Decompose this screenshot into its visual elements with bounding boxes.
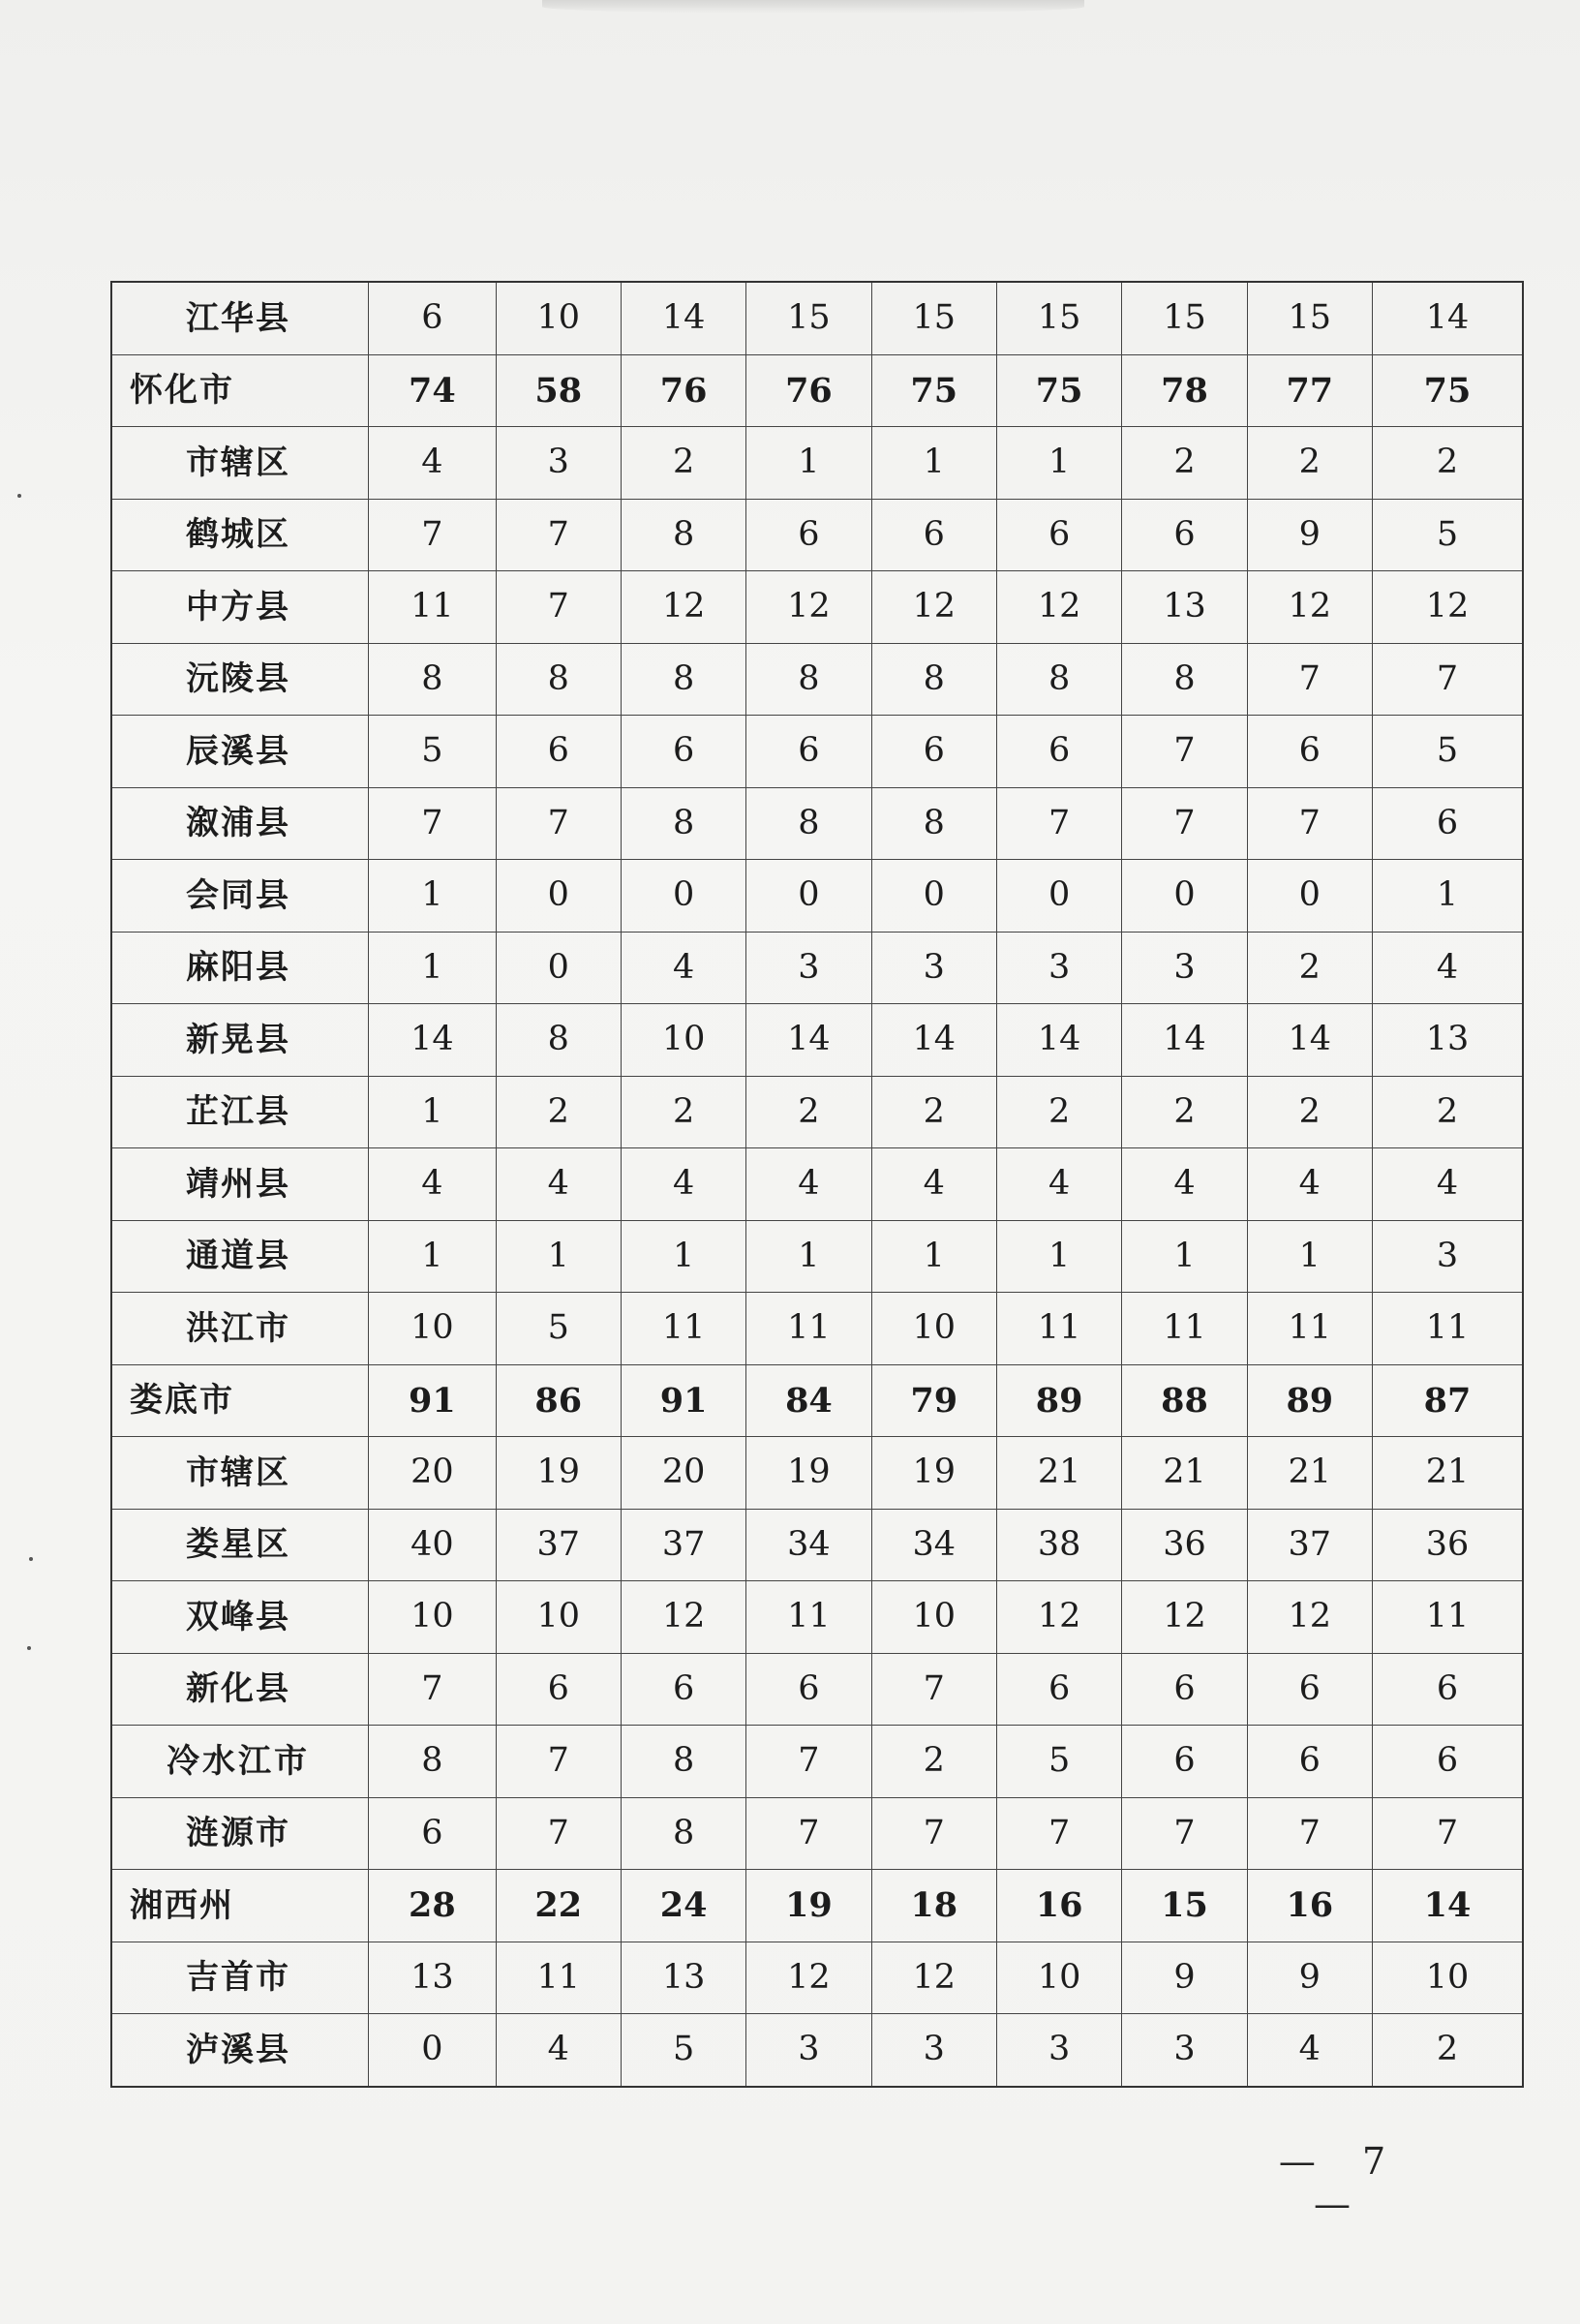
value-cell: 8 [496,1004,621,1077]
value-cell: 1 [1122,1220,1247,1293]
value-cell: 1 [496,1220,621,1293]
value-cell: 8 [369,1726,496,1798]
table-row [111,1437,1523,1510]
value-cell: 1 [871,1220,996,1293]
value-cell: 3 [746,2014,871,2087]
value-cell: 1 [369,1076,496,1148]
region-name-cell: 市辖区 [111,1437,369,1510]
value-cell: 1 [746,1220,871,1293]
value-cell: 6 [496,1653,621,1726]
table-row [111,643,1523,716]
value-cell: 2 [1122,1076,1247,1148]
value-cell: 12 [996,571,1121,644]
value-cell: 3 [1122,2014,1247,2087]
value-cell: 6 [621,1653,745,1726]
value-cell: 76 [746,354,871,427]
value-cell: 88 [1122,1364,1247,1437]
value-cell: 1 [746,427,871,500]
value-cell: 4 [1372,932,1523,1004]
value-cell: 6 [1247,716,1372,788]
value-cell: 21 [1247,1437,1372,1510]
value-cell: 12 [746,1942,871,2014]
region-name-cell: 双峰县 [111,1581,369,1654]
value-cell: 6 [1247,1726,1372,1798]
table-row [111,1004,1523,1077]
table-row [111,860,1523,933]
value-cell: 10 [496,282,621,354]
value-cell: 7 [496,571,621,644]
value-cell: 4 [1122,1148,1247,1221]
value-cell: 19 [496,1437,621,1510]
region-name-cell: 市辖区 [111,427,369,500]
region-name-cell: 麻阳县 [111,932,369,1004]
table-row [111,787,1523,860]
value-cell: 15 [871,282,996,354]
value-cell: 8 [871,787,996,860]
page-number: — 7 — [1278,2140,1404,2225]
value-cell: 11 [746,1581,871,1654]
value-cell: 38 [996,1509,1121,1581]
value-cell: 2 [496,1076,621,1148]
region-name-cell: 泸溪县 [111,2014,369,2087]
value-cell: 6 [871,499,996,571]
value-cell: 12 [871,1942,996,2014]
value-cell: 7 [1372,643,1523,716]
value-cell: 21 [1122,1437,1247,1510]
value-cell: 36 [1122,1509,1247,1581]
value-cell: 2 [1247,932,1372,1004]
value-cell: 11 [1122,1293,1247,1365]
value-cell: 21 [1372,1437,1523,1510]
value-cell: 9 [1247,499,1372,571]
value-cell: 3 [996,2014,1121,2087]
value-cell: 6 [621,716,745,788]
value-cell: 14 [1247,1004,1372,1077]
table-row [111,354,1523,427]
value-cell: 10 [621,1004,745,1077]
value-cell: 6 [496,716,621,788]
region-name-cell: 江华县 [111,282,369,354]
value-cell: 12 [621,571,745,644]
value-cell: 37 [1247,1509,1372,1581]
value-cell: 0 [871,860,996,933]
value-cell: 3 [1372,1220,1523,1293]
value-cell: 3 [746,932,871,1004]
value-cell: 11 [621,1293,745,1365]
value-cell: 0 [369,2014,496,2087]
value-cell: 0 [496,932,621,1004]
table-row [111,1148,1523,1221]
value-cell: 13 [1372,1004,1523,1077]
value-cell: 3 [871,2014,996,2087]
value-cell: 20 [369,1437,496,1510]
value-cell: 2 [871,1726,996,1798]
value-cell: 91 [369,1364,496,1437]
region-name-cell: 会同县 [111,860,369,933]
value-cell: 15 [1122,282,1247,354]
value-cell: 6 [996,1653,1121,1726]
value-cell: 4 [621,932,745,1004]
value-cell: 15 [1247,282,1372,354]
value-cell: 6 [1122,1653,1247,1726]
value-cell: 7 [496,499,621,571]
table-row [111,1509,1523,1581]
value-cell: 4 [496,2014,621,2087]
table-row [111,2014,1523,2087]
value-cell: 1 [369,860,496,933]
value-cell: 6 [1122,1726,1247,1798]
value-cell: 37 [496,1509,621,1581]
value-cell: 13 [1122,571,1247,644]
table-row [111,571,1523,644]
value-cell: 6 [369,282,496,354]
value-cell: 21 [996,1437,1121,1510]
value-cell: 2 [1122,427,1247,500]
region-name-cell: 洪江市 [111,1293,369,1365]
value-cell: 0 [621,860,745,933]
value-cell: 11 [1372,1581,1523,1654]
value-cell: 7 [871,1653,996,1726]
value-cell: 10 [996,1942,1121,2014]
table-body [111,282,1523,2087]
value-cell: 10 [871,1581,996,1654]
value-cell: 1 [871,427,996,500]
value-cell: 8 [621,499,745,571]
value-cell: 8 [746,643,871,716]
value-cell: 0 [1122,860,1247,933]
value-cell: 3 [871,932,996,1004]
table-row [111,1220,1523,1293]
value-cell: 8 [369,643,496,716]
region-name-cell: 芷江县 [111,1076,369,1148]
table-row [111,1581,1523,1654]
value-cell: 5 [1372,499,1523,571]
value-cell: 2 [1372,427,1523,500]
value-cell: 14 [369,1004,496,1077]
value-cell: 14 [1372,1870,1523,1942]
value-cell: 3 [1122,932,1247,1004]
value-cell: 4 [746,1148,871,1221]
value-cell: 7 [996,787,1121,860]
value-cell: 4 [369,427,496,500]
value-cell: 91 [621,1364,745,1437]
value-cell: 6 [996,499,1121,571]
table-row [111,1797,1523,1870]
value-cell: 6 [746,1653,871,1726]
region-name-cell: 靖州县 [111,1148,369,1221]
value-cell: 2 [1372,1076,1523,1148]
value-cell: 0 [996,860,1121,933]
value-cell: 74 [369,354,496,427]
value-cell: 2 [996,1076,1121,1148]
table-row [111,1726,1523,1798]
value-cell: 16 [1247,1870,1372,1942]
value-cell: 6 [1247,1653,1372,1726]
value-cell: 7 [1122,716,1247,788]
value-cell: 3 [496,427,621,500]
table-row [111,499,1523,571]
value-cell: 34 [746,1509,871,1581]
value-cell: 7 [369,787,496,860]
value-cell: 2 [746,1076,871,1148]
value-cell: 9 [1247,1942,1372,2014]
value-cell: 4 [1247,2014,1372,2087]
margin-dot [29,1557,33,1561]
value-cell: 6 [1372,787,1523,860]
value-cell: 19 [746,1437,871,1510]
value-cell: 6 [996,716,1121,788]
value-cell: 2 [1247,427,1372,500]
value-cell: 8 [621,787,745,860]
value-cell: 89 [996,1364,1121,1437]
value-cell: 7 [746,1726,871,1798]
value-cell: 78 [1122,354,1247,427]
statistics-table [110,281,1524,2088]
value-cell: 1 [369,932,496,1004]
value-cell: 6 [1372,1653,1523,1726]
value-cell: 15 [1122,1870,1247,1942]
region-name-cell: 辰溪县 [111,716,369,788]
table-row [111,282,1523,354]
value-cell: 6 [369,1797,496,1870]
value-cell: 15 [996,282,1121,354]
value-cell: 8 [871,643,996,716]
value-cell: 22 [496,1870,621,1942]
value-cell: 7 [1372,1797,1523,1870]
value-cell: 0 [496,860,621,933]
value-cell: 8 [1122,643,1247,716]
value-cell: 5 [621,2014,745,2087]
value-cell: 7 [1122,1797,1247,1870]
value-cell: 12 [1372,571,1523,644]
value-cell: 19 [871,1437,996,1510]
value-cell: 7 [1247,1797,1372,1870]
value-cell: 0 [746,860,871,933]
value-cell: 12 [1247,571,1372,644]
value-cell: 7 [496,787,621,860]
value-cell: 8 [996,643,1121,716]
value-cell: 2 [1247,1076,1372,1148]
value-cell: 1 [369,1220,496,1293]
value-cell: 89 [1247,1364,1372,1437]
value-cell: 4 [496,1148,621,1221]
value-cell: 8 [746,787,871,860]
value-cell: 10 [871,1293,996,1365]
margin-dot [17,494,21,498]
region-name-cell: 新化县 [111,1653,369,1726]
value-cell: 8 [621,643,745,716]
table-row [111,1364,1523,1437]
value-cell: 3 [996,932,1121,1004]
value-cell: 12 [1247,1581,1372,1654]
value-cell: 7 [871,1797,996,1870]
region-name-cell: 怀化市 [111,354,369,427]
region-name-cell: 中方县 [111,571,369,644]
value-cell: 7 [496,1797,621,1870]
value-cell: 6 [1122,499,1247,571]
value-cell: 5 [369,716,496,788]
value-cell: 9 [1122,1942,1247,2014]
value-cell: 19 [746,1870,871,1942]
value-cell: 36 [1372,1509,1523,1581]
value-cell: 6 [746,499,871,571]
value-cell: 2 [621,427,745,500]
value-cell: 14 [996,1004,1121,1077]
value-cell: 14 [621,282,745,354]
value-cell: 75 [1372,354,1523,427]
value-cell: 4 [621,1148,745,1221]
value-cell: 11 [496,1942,621,2014]
table-row [111,716,1523,788]
value-cell: 11 [369,571,496,644]
table-row [111,1653,1523,1726]
value-cell: 10 [369,1581,496,1654]
region-name-cell: 沅陵县 [111,643,369,716]
value-cell: 14 [746,1004,871,1077]
table-row [111,1870,1523,1942]
value-cell: 79 [871,1364,996,1437]
margin-dot [27,1646,31,1650]
value-cell: 76 [621,354,745,427]
value-cell: 14 [1122,1004,1247,1077]
table-row [111,1942,1523,2014]
region-name-cell: 湘西州 [111,1870,369,1942]
value-cell: 2 [1372,2014,1523,2087]
value-cell: 10 [369,1293,496,1365]
region-name-cell: 新晃县 [111,1004,369,1077]
value-cell: 1 [996,427,1121,500]
value-cell: 87 [1372,1364,1523,1437]
value-cell: 1 [621,1220,745,1293]
value-cell: 24 [621,1870,745,1942]
value-cell: 6 [871,716,996,788]
value-cell: 12 [996,1581,1121,1654]
table-row [111,1293,1523,1365]
value-cell: 12 [746,571,871,644]
value-cell: 11 [746,1293,871,1365]
value-cell: 7 [1247,787,1372,860]
value-cell: 2 [621,1076,745,1148]
value-cell: 1 [1372,860,1523,933]
value-cell: 58 [496,354,621,427]
value-cell: 14 [1372,282,1523,354]
value-cell: 11 [996,1293,1121,1365]
value-cell: 15 [746,282,871,354]
value-cell: 6 [1372,1726,1523,1798]
value-cell: 28 [369,1870,496,1942]
table-row [111,427,1523,500]
value-cell: 2 [871,1076,996,1148]
value-cell: 1 [1247,1220,1372,1293]
region-name-cell: 吉首市 [111,1942,369,2014]
value-cell: 37 [621,1509,745,1581]
value-cell: 77 [1247,354,1372,427]
region-name-cell: 涟源市 [111,1797,369,1870]
value-cell: 5 [1372,716,1523,788]
region-name-cell: 冷水江市 [111,1726,369,1798]
value-cell: 4 [1247,1148,1372,1221]
value-cell: 75 [871,354,996,427]
value-cell: 7 [496,1726,621,1798]
value-cell: 7 [369,1653,496,1726]
region-name-cell: 娄星区 [111,1509,369,1581]
region-name-cell: 鹤城区 [111,499,369,571]
value-cell: 34 [871,1509,996,1581]
value-cell: 7 [746,1797,871,1870]
value-cell: 8 [496,643,621,716]
value-cell: 86 [496,1364,621,1437]
region-name-cell: 溆浦县 [111,787,369,860]
value-cell: 20 [621,1437,745,1510]
value-cell: 12 [621,1581,745,1654]
value-cell: 1 [996,1220,1121,1293]
value-cell: 16 [996,1870,1121,1942]
table-row [111,1076,1523,1148]
value-cell: 4 [996,1148,1121,1221]
value-cell: 7 [369,499,496,571]
value-cell: 11 [1372,1293,1523,1365]
value-cell: 4 [871,1148,996,1221]
value-cell: 40 [369,1509,496,1581]
value-cell: 8 [621,1797,745,1870]
value-cell: 5 [496,1293,621,1365]
value-cell: 84 [746,1364,871,1437]
value-cell: 7 [1122,787,1247,860]
region-name-cell: 娄底市 [111,1364,369,1437]
paper-fold-shadow [542,0,1084,14]
value-cell: 13 [621,1942,745,2014]
value-cell: 5 [996,1726,1121,1798]
value-cell: 13 [369,1942,496,2014]
value-cell: 75 [996,354,1121,427]
value-cell: 6 [746,716,871,788]
value-cell: 10 [1372,1942,1523,2014]
value-cell: 0 [1247,860,1372,933]
value-cell: 12 [871,571,996,644]
value-cell: 10 [496,1581,621,1654]
value-cell: 11 [1247,1293,1372,1365]
value-cell: 4 [1372,1148,1523,1221]
region-name-cell: 通道县 [111,1220,369,1293]
value-cell: 7 [1247,643,1372,716]
value-cell: 18 [871,1870,996,1942]
value-cell: 12 [1122,1581,1247,1654]
value-cell: 8 [621,1726,745,1798]
value-cell: 7 [996,1797,1121,1870]
table-row [111,932,1523,1004]
value-cell: 14 [871,1004,996,1077]
value-cell: 4 [369,1148,496,1221]
